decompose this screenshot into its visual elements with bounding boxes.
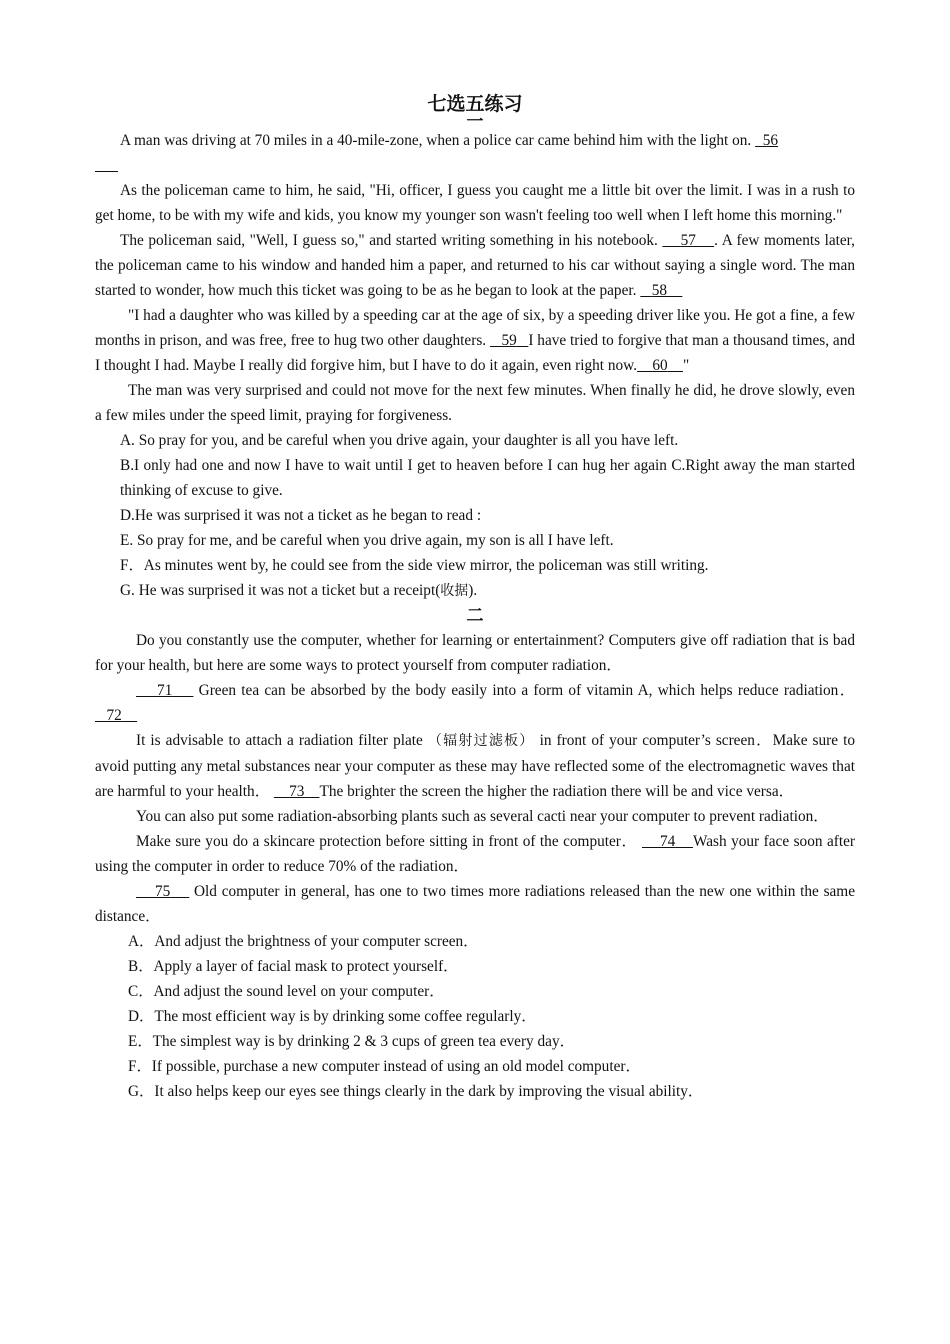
s2-option-a: A．And adjust the brightness of your computer screen． (128, 933, 479, 950)
section-1-marker: 一 (466, 116, 484, 128)
blank-71[interactable]: 71 (157, 682, 173, 699)
s2-paragraph-4: You can also put some radiation-absorbing plants such as several cacti near your computer to prevent radiation． (136, 808, 829, 825)
blank-72[interactable]: 72 (106, 707, 122, 724)
s2-paragraph-3: It is advisable to attach a radiation filter plate （辐射过滤板） in front of your computer’s screen．Make sure to avoid putting any metal substances near your computer as these may have reflected some of the electromagnetic waves that are harmful to your health． 73 The brighter the screen the higher the radiation there will be and vice versa． (95, 732, 855, 800)
blank-74[interactable]: 74 (660, 833, 676, 850)
s1-option-d: D.He was surprised it was not a ticket as he began to read : (120, 507, 482, 524)
s1-option-b: B.I only had one and now I have to wait until I get to heaven before I can hug her again C.Right away the man started thinking of excuse to give. (120, 457, 855, 499)
blank-60[interactable]: 60 (652, 357, 668, 374)
blank-56[interactable]: 56 (762, 132, 779, 149)
s2-option-g: G．It also helps keep our eyes see things clearly in the dark by improving the visual ability． (128, 1083, 704, 1100)
section-2-marker: 二 (466, 606, 484, 626)
s1-paragraph-5: The man was very surprised and could not move for the next few minutes. When finally he did, he drove slowly, even a few miles under the speed limit, praying for forgiveness. (95, 382, 855, 424)
s2-option-d: D．The most efficient way is by drinking some coffee regularly． (128, 1008, 537, 1025)
s2-option-c: C．And adjust the sound level on your computer． (128, 983, 445, 1000)
blank-59[interactable]: 59 (501, 332, 517, 349)
s1-option-e: E. So pray for me, and be careful when you drive again, my son is all I have left. (120, 532, 614, 549)
s1-option-g: G. He was surprised it was not a ticket but a receipt(收据). (120, 582, 478, 599)
s1-paragraph-4: "I had a daughter who was killed by a speeding car at the age of six, by a speeding driver like you. He got a fine, a few months in prison, and was free, free to hug two other daughters. 59 I have tried to forgive that man a thousand times, and I thought I had. Maybe I really did forgive him, but I have to do it again, even right now. 60 " (95, 307, 855, 374)
s2-paragraph-6: 75 Old computer in general, has one to two times more radiations released than the new one within the same distance． (95, 883, 855, 925)
s1-paragraph-2: As the policeman came to him, he said, "Hi, officer, I guess you caught me a little bit over the limit. I was in a rush to get home, to be with my wife and kids, you know my younger son wasn't feeling too well when I left home this morning." (95, 182, 855, 224)
s1-option-a: A. So pray for you, and be careful when you drive again, your daughter is all you have left. (120, 432, 679, 449)
s2-paragraph-5: Make sure you do a skincare protection before sitting in front of the computer． 74 Wash your face soon after using the computer in order to reduce 70% of the radiation． (95, 833, 856, 875)
document-page (95, 92, 855, 1104)
s2-option-e: E．The simplest way is by drinking 2 & 3 cups of green tea every day． (128, 1033, 575, 1050)
page-title: 七选五练习 (427, 93, 523, 115)
s2-option-f: F．If possible, purchase a new computer instead of using an old model computer． (128, 1058, 641, 1075)
s1-paragraph-1: A man was driving at 70 miles in a 40-mile-zone, when a police car came behind him with the light on. 56 (95, 128, 855, 178)
blank-57[interactable]: 57 (680, 232, 696, 249)
s2-paragraph-2: 71 Green tea can be absorbed by the body easily into a form of vitamin A, which helps reduce radiation． 72 (95, 678, 855, 728)
blank-73[interactable]: 73 (289, 783, 305, 800)
s2-option-b: B．Apply a layer of facial mask to protect yourself． (128, 958, 459, 975)
blank-75[interactable]: 75 (154, 883, 171, 900)
s2-paragraph-1: Do you constantly use the computer, whether for learning or entertainment? Computers give off radiation that is bad for your health, but here are some ways to protect yourself from computer radiation． (95, 632, 855, 674)
s1-paragraph-3: The policeman said, "Well, I guess so," and started writing something in his notebook. 57 . A few moments later, the policeman came to his window and handed him a paper, and returned to his car without saying a single word. The man started to wonder, how much this ticket was going to be as he began to look at the paper. 58 (95, 232, 855, 299)
blank-58[interactable]: 58 (651, 282, 668, 299)
s1-option-f: F．As minutes went by, he could see from the side view mirror, the policeman was still writing. (120, 557, 709, 574)
